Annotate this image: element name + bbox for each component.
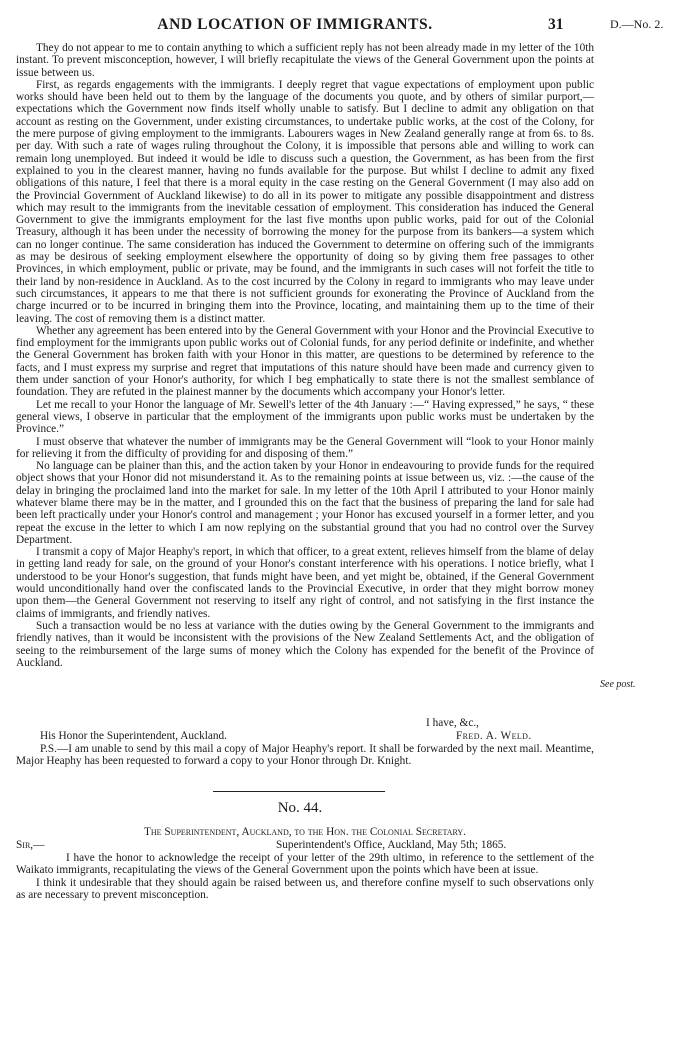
salutation: Sir,— — [16, 839, 45, 851]
section-divider — [213, 791, 385, 792]
letter-body — [16, 42, 594, 669]
paragraph: Such a transaction would be no less at variance with the duties owing by the General Government to the immigrants and friendly natives, than it would be inconsistent with the provisions of the New Zealand Settlements Act, and the obligation of seeing to the reimbursement of the large sums of money which the Colony has expended for the benefit of the Province of Auckland. — [16, 619, 594, 669]
page-number: 31 — [548, 16, 564, 33]
paragraph: Whether any agreement has been entered into by the General Government with your Honor and the Provincial Executive to find employment for the immigrants upon public works out of Colonial funds, for any period definite or indefinite, and whether the General Government has broken faith with your Honor in this matter, are questions to be determined by reference to the facts, and I must express my surprise and regret that imputations of this nature should have been made and currency given to them under sanction of your Honor's authority, for which I beg emphatically to state there is not the smallest semblance of foundation. They are refuted in the plainest manner by the documents which accompany your Honor's letter. — [16, 324, 594, 399]
paragraph: I think it undesirable that they should again be raised between us, and therefore confine myself to such observations only as are necessary to prevent misconception. — [16, 876, 594, 901]
paragraph: They do not appear to me to contain anything to which a sufficient reply has not been already made in my letter of the 10th instant. To prevent misconception, however, I will briefly recapitulate the views of the General Government upon the points at issue between us. — [16, 42, 594, 79]
running-header-title: AND LOCATION OF IMMIGRANTS. — [157, 16, 433, 33]
letter-heading: The Superintendent, Auckland, to the Hon. the Colonial Secretary. — [144, 826, 466, 838]
addressee: His Honor the Superintendent, Auckland. — [40, 730, 227, 742]
complimentary-close: I have, &c., — [426, 717, 480, 729]
document-reference: D.—No. 2. — [610, 17, 664, 31]
paragraph: First, as regards engagements with the immigrants. I deeply regret that vague expectations of employment upon public works should have been held out to them by the language of the documents you quote, and by others of similar purport,—expectations which the Government now finds itself wholly unable to satisfy. But I decline to admit any obligation on that account as resting on the Government, under existing circumstances, to undertake public works, at the cost of the Colony, for the mere purpose of giving employment to the immigrants. Labourers wages in New Zealand generally range at from 6s. to 8s. per day. With such a rate of wages ruling throughout the Colony, it is impossible that persons able and willing to work can remain long unemployed. But indeed it would be idle to discuss such a question, the Government, as has been from the first explained to you in the clearest manner, having no funds available for the purpose. But whilst I decline to admit any fixed obligations of this nature, I feel that there is a moral equity in the case resting on the General Government (I may also add on the Provincial Government of Auckland likewise) to do all in its power to mitigate any possible disappointment and distress which may result to the immigrants from the inevitable cessation of employment. This consideration has induced the General Government to give the immigrants employment for the last five months upon public works, paid for out of the Colonial Treasury, although it has been under the necessity of borrowing the money for the purpose from its bankers—a system which can no longer continue. The same consideration has induced the Government to determine on offering such of the immigrants as may be desirous of seeking employment elsewhere the opportunity of doing so by giving them free passages to other Provinces, in which employment, public or private, may be found, and the immigrants in such cases will not forfeit the title to their land by non-residence in Auckland. As to the cost incurred by the Colony in regard to immigrants who may leave under such circumstances, it appears to me that there is not sufficient grounds for exonerating the Province of Auckland from the charge incurred or to be incurred in bringing them into the Province, locating, and maintaining them up to the time of their leaving. The cost of removing them is a distinct matter. — [16, 78, 594, 325]
paragraph: Let me recall to your Honor the language of Mr. Sewell's letter of the 4th January :—“ Having expressed,” he says, “ these general views, I observe in particular that the employment of the immigrants upon public works must be undertaken by the Province.” — [16, 398, 594, 436]
letter-44-body — [16, 852, 594, 901]
margin-note: See post. — [600, 679, 636, 690]
paragraph: I transmit a copy of Major Heaphy's report, in which that officer, to a great extent, relieves himself from the blame of delay in getting land ready for sale, on the ground of your Honor's constant interference with his operations. I notice briefly, what I understood to be your Honor's suggestion, that funds might have been, and yet might be, obtained, if the General Government would unconditionally hand over the confiscated lands to the Provincial Executive, in order that they might borrow money upon them—the General Government not reserving to itself any right of control, and not satisfying in the first instance the claims of immigrants, and friendly natives. — [16, 546, 594, 620]
office-date: Superintendent's Office, Auckland, May 5th; 1865. — [276, 839, 507, 851]
paragraph: No language can be plainer than this, and the action taken by your Honor in endeavouring to provide funds for the required object shows that your Honor did not misunderstand it. As to the remaining points at issue between us, viz. :—the cause of the delay in bringing the proclaimed land into the market for sale. In my letter of the 10th April I attributed to your Honor mainly whatever blame there may be in the matter, and I grounded this on the fact that the business of preparing the land for sale had been left practically under your Honor's control and management ; your Honor has excused yourself in a former letter, and you repeat the excuse in the letter to which I am now replying on the substantial ground that you had no control over the Survey Department. — [16, 460, 594, 546]
paragraph: I must observe that whatever the number of immigrants may be the General Government will “look to your Honor mainly for relieving it from the difficulty of providing for and disposing of them.” — [16, 435, 594, 460]
postscript: P.S.—I am unable to send by this mail a copy of Major Heaphy's report. It shall be forwarded by the next mail. Meantime, Major Heaphy has been requested to forward a copy to your Honor through Dr. Knight. — [16, 743, 594, 768]
signature: Fred. A. Weld. — [456, 730, 532, 742]
paragraph: I have the honor to acknowledge the receipt of your letter of the 29th ultimo, in reference to the settlement of the Waikato immigrants, recapitulating the views of the General Government upon the points which have been at issue. — [16, 852, 594, 877]
letter-number: No. 44. — [277, 800, 323, 816]
